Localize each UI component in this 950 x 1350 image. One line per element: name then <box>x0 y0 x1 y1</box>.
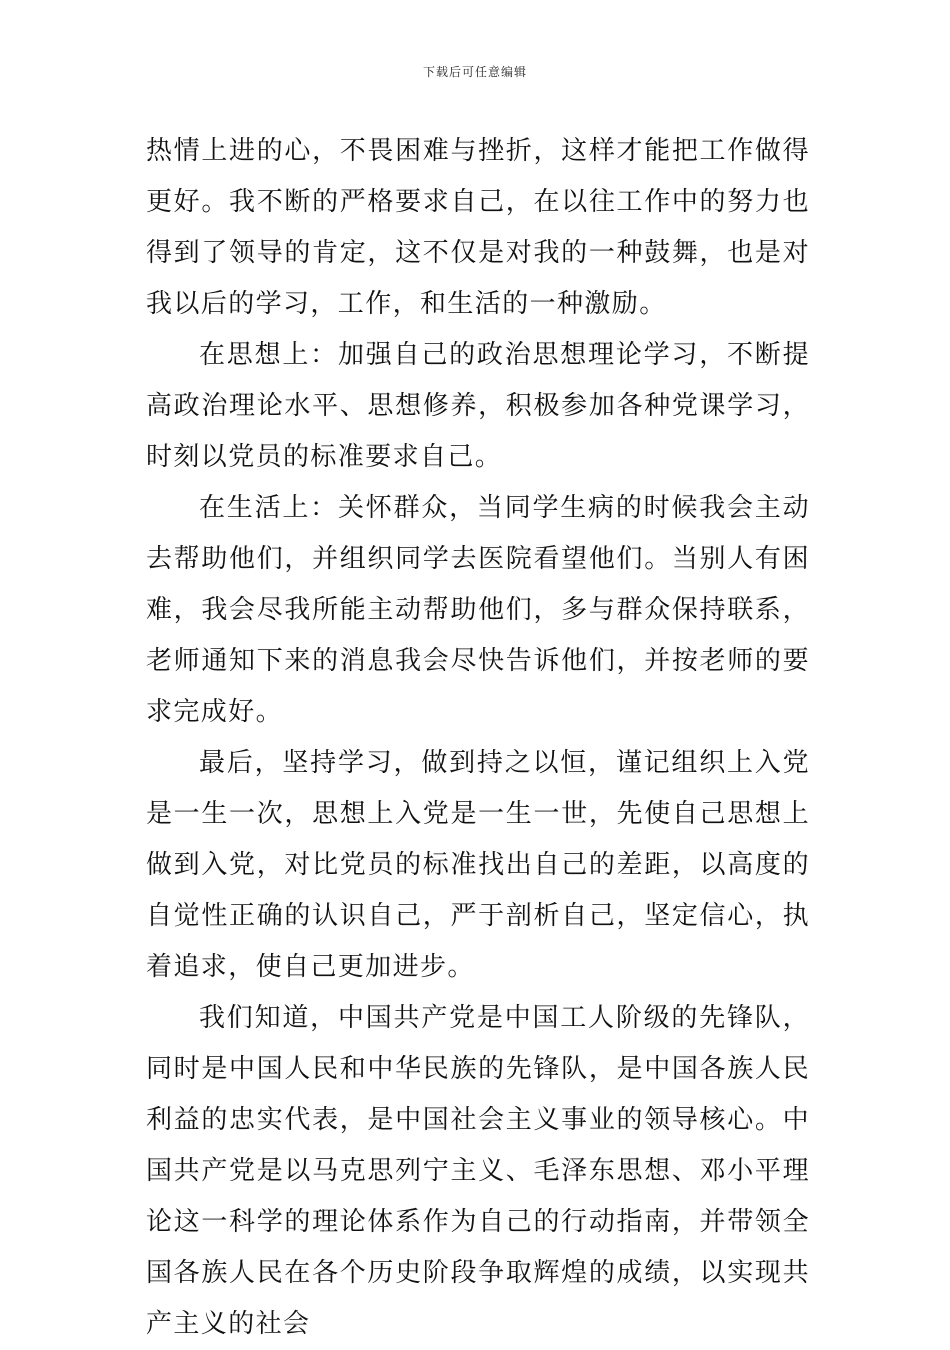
paragraph-ideology: 在思想上：加强自己的政治思想理论学习，不断提高政治理论水平、思想修养，积极参加各种党课学习，时刻以党员的标准要求自己。 <box>146 340 810 472</box>
paragraph-continued: 热情上进的心，不畏困难与挫折，这样才能把工作做得更好。我不断的严格要求自己，在以往工作中的努力也得到了领导的肯定，这不仅是对我的一种鼓舞，也是对我以后的学习，工作，和生活的一种激励。 <box>146 136 810 319</box>
document-body <box>146 126 810 1350</box>
paragraph-life: 在生活上：关怀群众，当同学生病的时候我会主动去帮助他们，并组织同学去医院看望他们。当别人有困难，我会尽我所能主动帮助他们，多与群众保持联系，老师通知下来的消息我会尽快告诉他们，并按老师的要求完成好。 <box>146 493 810 727</box>
paragraph-finally: 最后，坚持学习，做到持之以恒，谨记组织上入党是一生一次，思想上入党是一生一世，先使自己思想上做到入党，对比党员的标准找出自己的差距，以高度的自觉性正确的认识自己，严于剖析自己，坚定信心，执着追求，使自己更加进步。 <box>146 748 810 982</box>
page-header-note: 下载后可任意编辑 <box>422 65 527 79</box>
paragraph-party: 我们知道，中国共产党是中国工人阶级的先锋队，同时是中国人民和中华民族的先锋队，是中国各族人民利益的忠实代表，是中国社会主义事业的领导核心。中国共产党是以马克思列宁主义、毛泽东思想、邓小平理论这一科学的理论体系作为自己的行动指南，并带领全国各族人民在各个历史阶段争取辉煌的成绩，以实现共产主义的社会 <box>146 1003 810 1339</box>
